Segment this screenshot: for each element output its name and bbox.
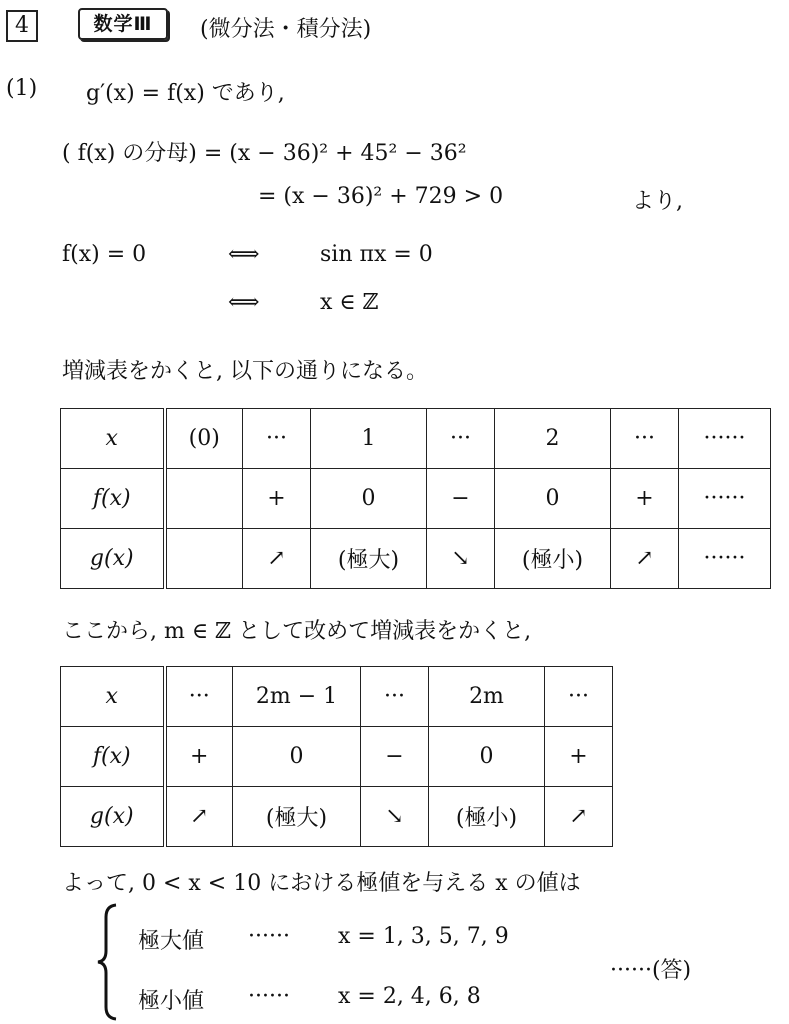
table-cell: ↗ — [243, 529, 311, 589]
table-cell: f(x) — [61, 727, 165, 787]
subject-badge: 数学Ⅲ — [78, 8, 168, 40]
table-cell: 1 — [311, 409, 427, 469]
integer-condition: x ∈ ℤ — [320, 290, 379, 315]
max-label: 極大値 — [138, 929, 205, 954]
table-cell: + — [545, 727, 613, 787]
table-cell: ······ — [679, 409, 771, 469]
table-cell: 0 — [233, 727, 361, 787]
table-cell: 2 — [495, 409, 611, 469]
table-cell: ↗ — [545, 787, 613, 847]
max-dots: ······ — [248, 924, 290, 949]
table-cell: x — [61, 667, 165, 727]
table-cell: ··· — [243, 409, 311, 469]
iff-arrow-1: ⟺ — [228, 242, 260, 267]
table2-intro: ここから, m ∈ ℤ として改めて増減表をかくと, — [62, 619, 532, 644]
problem-number: 4 — [6, 10, 38, 42]
iff-arrow-2: ⟺ — [228, 290, 260, 315]
table-row — [61, 787, 613, 847]
table-cell: g(x) — [61, 787, 165, 847]
table-cell: 0 — [429, 727, 545, 787]
table-row — [61, 727, 613, 787]
table-cell: ··· — [545, 667, 613, 727]
zero-condition-lhs: f(x) = 0 — [62, 242, 147, 267]
table-cell: − — [361, 727, 429, 787]
table-cell: + — [611, 469, 679, 529]
table-cell: ↗ — [611, 529, 679, 589]
table-cell: ······ — [679, 529, 771, 589]
denominator-tail: より, — [632, 189, 683, 214]
table-cell: + — [243, 469, 311, 529]
table-cell: ······ — [679, 469, 771, 529]
min-label: 極小値 — [138, 989, 205, 1014]
derivative-line: g′(x) = f(x) であり, — [86, 81, 285, 106]
table-cell — [165, 529, 243, 589]
table-cell: + — [165, 727, 233, 787]
part-label: (1) — [6, 76, 38, 101]
max-values: x = 1, 3, 5, 7, 9 — [338, 924, 509, 949]
table-row — [61, 409, 771, 469]
table-cell: (極小) — [429, 787, 545, 847]
table-cell: 0 — [311, 469, 427, 529]
table-cell: (極大) — [233, 787, 361, 847]
table-cell: (極小) — [495, 529, 611, 589]
table-row — [61, 667, 613, 727]
table1-intro: 増減表をかくと, 以下の通りになる。 — [62, 359, 428, 384]
denominator-positive-line: = (x − 36)² + 729 > 0 — [258, 184, 504, 209]
increase-decrease-table-2 — [60, 666, 613, 847]
table-cell: ↘ — [427, 529, 495, 589]
table-cell: g(x) — [61, 529, 165, 589]
left-brace-icon — [96, 903, 118, 1021]
table-cell: 0 — [495, 469, 611, 529]
conclusion-line: よって, 0 < x < 10 における極値を与える x の値は — [62, 871, 581, 896]
table-cell: x — [61, 409, 165, 469]
table-cell: 2m − 1 — [233, 667, 361, 727]
table-cell: 2m — [429, 667, 545, 727]
table-cell: ··· — [611, 409, 679, 469]
table-cell: f(x) — [61, 469, 165, 529]
table-cell: (0) — [165, 409, 243, 469]
min-values: x = 2, 4, 6, 8 — [338, 984, 481, 1009]
table-cell: (極大) — [311, 529, 427, 589]
table-row — [61, 529, 771, 589]
zero-condition-rhs: sin πx = 0 — [320, 242, 433, 267]
table-cell: ··· — [361, 667, 429, 727]
table-cell: − — [427, 469, 495, 529]
answer-mark: ······(答) — [610, 958, 692, 983]
topic-label: (微分法・積分法) — [200, 17, 372, 42]
table-cell: ↗ — [165, 787, 233, 847]
table-row — [61, 469, 771, 529]
increase-decrease-table-1 — [60, 408, 771, 589]
table-cell: ↘ — [361, 787, 429, 847]
table-cell: ··· — [427, 409, 495, 469]
table-cell — [165, 469, 243, 529]
table-cell: ··· — [165, 667, 233, 727]
denominator-line: ( f(x) の分母) = (x − 36)² + 45² − 36² — [62, 141, 467, 166]
min-dots: ······ — [248, 984, 290, 1009]
